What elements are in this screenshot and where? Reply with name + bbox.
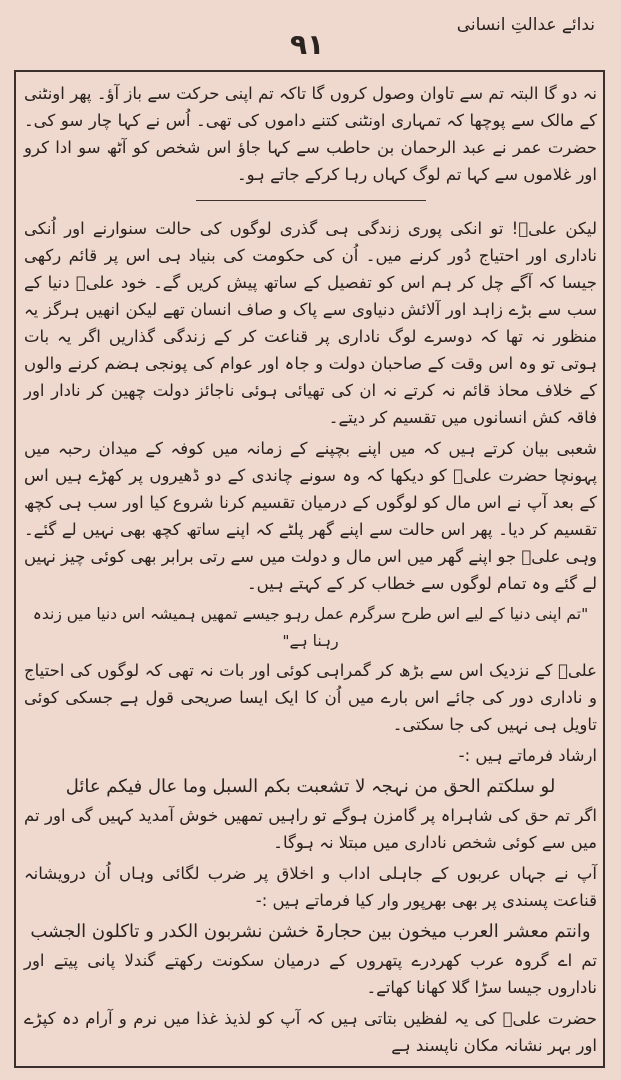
arabic-quote-1: لو سلکتم الحق من نہجہ لا تشعبت بکم السبل وما عال فیکم عائل: [65, 776, 556, 797]
page-body: [24, 80, 597, 1060]
paragraph-5: ارشاد فرماتے ہیں :-: [458, 746, 597, 765]
book-title: ندائے عدالتِ انسانی: [456, 15, 595, 35]
paragraph-7: حضرت علیؑ کی یہ لفظیں بتاتی ہیں کہ آپ کو لذیذ غذا میں نرم و آرام دہ کپڑے اور بہر نشانہ مکان ناپسند ہے: [24, 1009, 597, 1055]
paragraph-6: آپ نے جہاں عربوں کے جاہلی اداب و اخلاق پر ضرب لگائی وہاں اُن درویشانہ قناعت پسندی پر بھی بھرپور وار کیا فرماتے ہیں :-: [24, 864, 597, 910]
translation-2: تم اے گروہ عرب کھردرے پتھروں کے درمیان سکونت رکھتے گندلا پانی پیتے اور ناداروں جیسا سڑا گلا کھانا کھاتے۔: [24, 951, 597, 997]
arabic-quote-2: وانتم معشر العرب میخون بین حجارۃ خشن نشربون الکدر و تاکلون الجشب: [30, 921, 591, 942]
translation-1: اگر تم حق کی شاہراہ پر گامزن ہوگے تو راہیں تمھیں خوش آمدید کہیں گی اور تم میں سے کوئی شخص ناداری میں مبتلا نہ ہوگا۔: [24, 806, 597, 852]
quotation: "تم اپنی دنیا کے لیے اس طرح سرگرم عمل رہو جیسے تمھیں ہمیشہ اس دنیا میں زندہ رہنا ہے": [32, 605, 589, 650]
paragraph-2: لیکن علیؑ! تو انکی پوری زندگی ہی گذری لوگوں کی حالت سنوارنے اور اُنکی ناداری اور احتیاج دُور کرنے میں۔ اُن کی حکومت کی بنیاد ہی اس پر قائم رکھی جیسا کہ آگے چل کر ہم اس کو تفصیل کے ساتھ پیش کریں گے۔ خود علیؑ دنیا کے سب سے بڑے زاہد اور آلائش دنیاوی سے پاک و صاف انسان تھے لیکن انھیں ہرگز یہ منظور نہ تھا کہ دوسرے لوگ ناداری پر قناعت کر کے زندگی گذاریں اگر یہ بات ہوتی تو وہ اس وقت کے صاحبان دولت و جاہ اور عوام کی پونجی ہضم کرنے والوں کے خلاف محاذ قائم نہ کرتے نہ ان کی تھیائی ہوئی ناجائز دولت چھین کر نادار اور فاقہ کش انسانوں میں تقسیم کر دیتے۔: [24, 219, 597, 427]
paragraph-3: شعبی بیان کرتے ہیں کہ میں اپنے بچپنے کے زمانہ میں کوفہ کے میدان رحبہ میں پہونچا حضرت علیؑ کو دیکھا کہ وہ سونے چاندی کے دو ڈھیروں پر کھڑے ہیں اس کے بعد آپ نے اس مال کو لوگوں کے درمیان تقسیم کرنا شروع کیا اور سب ہی کچھ تقسیم کر دیا۔ پھر اس حالت سے اپنے گھر پلٹے کہ اپنے ساتھ کچھ بھی نہیں لے گئے۔ وہی علیؑ جو اپنے گھر میں اس مال و دولت میں سے رتی برابر بھی کوئی چیز نہیں لے گئے وہ تمام لوگوں سے خطاب کر کے کہتے ہیں۔: [23, 439, 597, 593]
page-header: [0, 0, 621, 78]
page-number: ۹۱: [290, 28, 325, 61]
section-divider: [196, 200, 426, 201]
paragraph-1: نہ دو گا البتہ تم سے تاوان وصول کروں گا تاکہ تم اپنی حرکت سے باز آؤ۔ پھر اونٹنی کے مالک سے پوچھا کہ تمہاری اونٹنی کتنے داموں کی تھی۔ اُس نے کہا چار سو کی۔ حضرت عمر نے عبد الرحمان بن حاطب سے کہا جاؤ اس شخص کو آٹھ سو ادا کرو اور غلاموں سے کہا تم لوگ کہاں رہا کرکے جاتے ہو۔: [24, 84, 597, 184]
paragraph-4: علیؑ کے نزدیک اس سے بڑھ کر گمراہی کوئی اور بات نہ تھی کہ لوگوں کی احتیاج و ناداری دور کی جائے اس بارے میں اُن کا ایک ایسا صریحی قول ہے جسکی کوئی تاویل ہی نہیں کی جا سکتی۔: [24, 661, 597, 734]
